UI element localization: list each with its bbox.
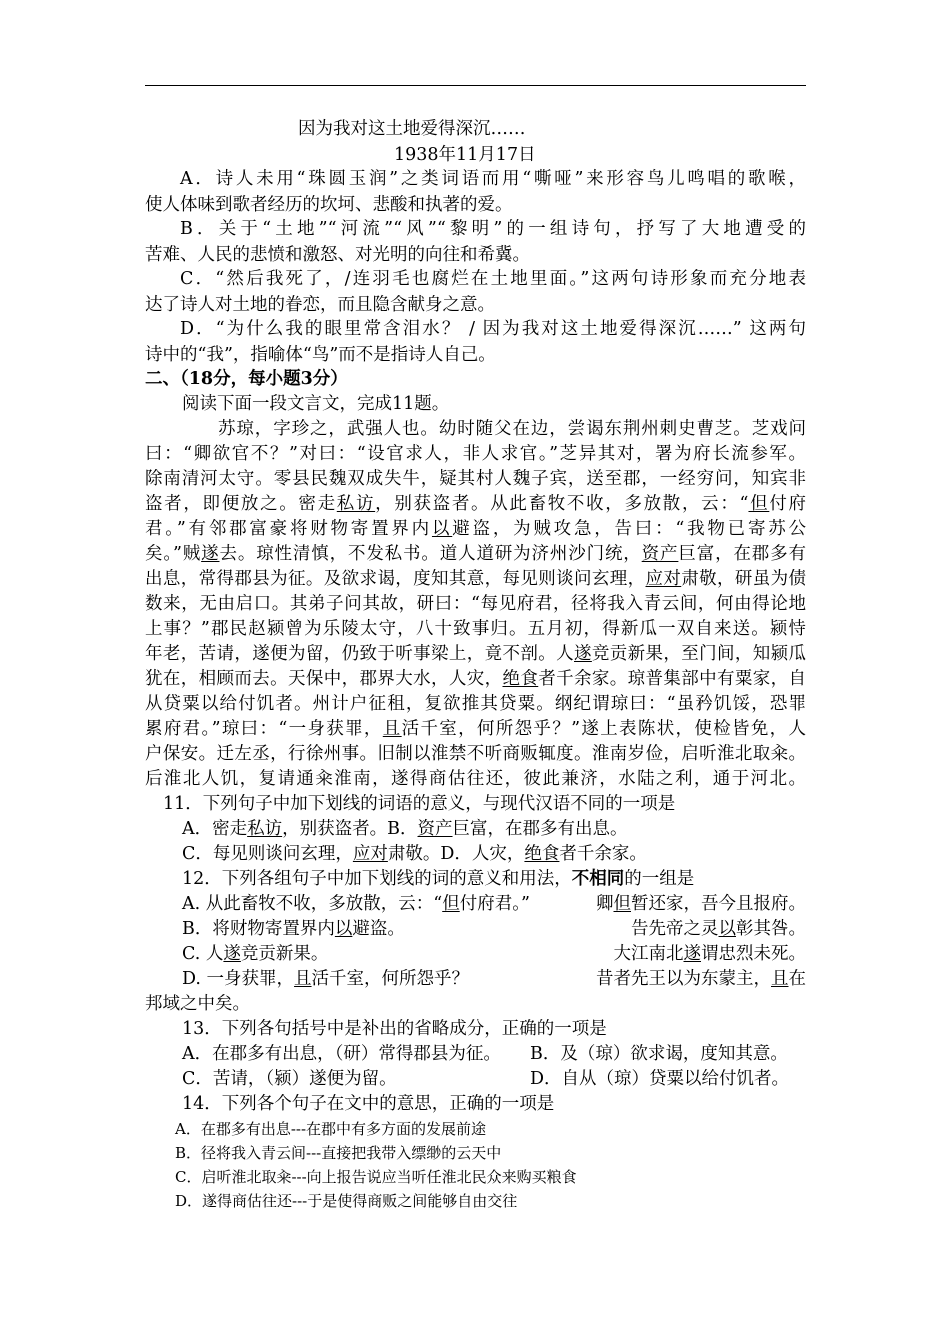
passage-line-15: 后淮北人饥，复请通籴淮南，遂得商估往还，彼此兼济，水陆之利，通于河北。 xyxy=(145,769,806,789)
header-rule xyxy=(145,85,806,86)
q10-option-a-line1: A．诗人未用“珠圆玉润”之类词语而用“嘶哑”来形容鸟儿鸣唱的歌喉， xyxy=(180,169,806,189)
q10-option-d-line1: D．“为什么我的眼里常含泪水？ / 因为我对这土地爱得深沉……” 这两句 xyxy=(180,319,806,339)
underlined-word: 私访 xyxy=(247,819,283,839)
underlined-word: 应对 xyxy=(352,844,388,864)
passage-line-13: 累府君。”琼曰：“一身获罪，且活千室，何所怨乎？”遂上表陈状，使检皆免，人 xyxy=(145,719,807,739)
passage-line-14: 户保安。迁左丞，行徐州事。旧制以淮禁不听商贩辄度。淮南岁俭，启听淮北取籴。 xyxy=(145,744,806,764)
passage-line-8: 数来，无由启口。其弟子问其故，研曰：“每见府君，径将我入青云间，何由得论地 xyxy=(145,594,806,614)
q14-option-d: D．遂得商估往还---于是使得商贩之间能够自由交往 xyxy=(175,1192,518,1210)
q14-stem: 14．下列各个句子在文中的意思，正确的一项是 xyxy=(182,1094,555,1114)
passage-line-4: 盗者，即便放之。密走私访，别获盗者。从此畜牧不收，多放散，云：“但付府 xyxy=(145,494,807,514)
underlined-word: 绝食 xyxy=(524,844,560,864)
passage-line-2: 曰：“卿欲官不？”对曰：“设官求人，非人求官。”芝异其对，署为府长流参军。 xyxy=(145,444,806,464)
q14-option-c: C．启听淮北取籴---向上报告说应当听任淮北民众来购买粮食 xyxy=(175,1168,577,1186)
passage-line-1: 苏琼，字珍之，武强人也。幼时随父在边，尝谒东荆州刺史曹芝。芝戏问 xyxy=(218,419,806,439)
q11-stem: 11．下列句子中加下划线的词语的意义，与现代汉语不同的一项是 xyxy=(163,794,676,814)
q12-option-d-cont: 邦域之中矣。 xyxy=(145,994,250,1014)
underlined-word: 私访 xyxy=(336,494,376,514)
passage-line-3: 除南清河太守。零县民魏双成失牛，疑其村人魏子宾，送至郡，一经穷问，知宾非 xyxy=(145,469,806,489)
q11-options-ab: A．密走私访，别获盗者。B．资产巨富，在郡多有出息。 xyxy=(182,819,628,839)
section-instruction: 阅读下面一段文言文，完成11题。 xyxy=(182,394,450,414)
underlined-word: 绝食 xyxy=(502,669,539,689)
underlined-word: 遂 xyxy=(574,644,592,664)
q14-option-a: A．在郡多有出息---在郡中有多方面的发展前途 xyxy=(175,1120,487,1138)
underlined-word: 遂 xyxy=(201,544,220,564)
underlined-word: 以 xyxy=(718,919,736,939)
underlined-word: 且 xyxy=(382,719,402,739)
underlined-word: 遂 xyxy=(683,944,701,964)
poem-last-line: 因为我对这土地爱得深沉…… xyxy=(298,119,526,139)
q13-stem: 13．下列各句括号中是补出的省略成分，正确的一项是 xyxy=(182,1019,607,1039)
underlined-word: 且 xyxy=(771,969,789,989)
q10-option-b-line2: 苦难、人民的悲愤和激怒、对光明的向往和希冀。 xyxy=(145,245,530,265)
q10-option-c-line2: 达了诗人对土地的眷恋，而且隐含献身之意。 xyxy=(145,295,495,315)
underlined-word: 资产 xyxy=(417,819,453,839)
passage-line-10: 年老，苦请，遂便为留，仍致于听事梁上，竟不剖。人遂竞贡新果，至门间，知颍瓜 xyxy=(145,644,806,664)
q10-option-b-line1: B．关于“土地”“河流”“风”“黎明”的一组诗句，抒写了大地遭受的 xyxy=(180,219,806,239)
q14-option-b: B．径将我入青云间---直接把我带入缥缈的云天中 xyxy=(175,1144,502,1162)
underlined-word: 以 xyxy=(334,919,353,939)
section-heading: 二、（18分，每小题3分） xyxy=(145,369,348,389)
underlined-word: 应对 xyxy=(645,569,682,589)
poem-date: 1938年11月17日 xyxy=(394,145,536,165)
q10-option-a-line2: 使人体味到歌者经历的坎坷、悲酸和执著的爱。 xyxy=(145,195,513,215)
q10-option-d-line2: 诗中的“我”，指喻体“鸟”而不是指诗人自己。 xyxy=(145,345,496,365)
q10-option-c-line1: C．“然后我死了，/连羽毛也腐烂在土地里面。”这两句诗形象而充分地表 xyxy=(180,269,806,289)
underlined-word: 资产 xyxy=(641,544,679,564)
underlined-word: 但 xyxy=(748,494,770,514)
underlined-word: 但 xyxy=(442,894,460,914)
passage-line-6: 矣。”贼遂去。琼性清慎，不发私书。道人道研为济州沙门统，资产巨富，在郡多有 xyxy=(145,544,807,564)
passage-line-11: 犹在，相顾而去。天保中，郡界大水，人灾，绝食者千余家。琼普集部中有粟家，自 xyxy=(145,669,806,689)
underlined-word: 遂 xyxy=(223,944,241,964)
passage-line-12: 从贷粟以给付饥者。州计户征租，复欲推其贷粟。纲纪谓琼曰：“虽矜饥馁，恐罪 xyxy=(145,694,806,714)
passage-line-9: 上事？”郡民赵颍曾为乐陵太守，八十致事归。五月初，得新瓜一双自来送。颍恃 xyxy=(145,619,806,639)
q12-stem: 12．下列各组句子中加下划线的词的意义和用法，不相同的一组是 xyxy=(182,869,695,889)
underlined-word: 且 xyxy=(294,969,312,989)
underlined-word: 以 xyxy=(431,519,453,539)
underlined-word: 但 xyxy=(613,894,631,914)
passage-line-7: 出息，常得郡县为征。及欲求谒，度知其意，每见则谈问玄理，应对肃敬，研虽为债 xyxy=(145,569,806,589)
passage-line-5: 君。”有邻郡富豪将财物寄置界内以避盗，为贼攻急，告曰：“我物已寄苏公 xyxy=(145,519,807,539)
q11-options-cd: C．每见则谈问玄理，应对肃敬。D．人灾，绝食者千余家。 xyxy=(182,844,647,864)
